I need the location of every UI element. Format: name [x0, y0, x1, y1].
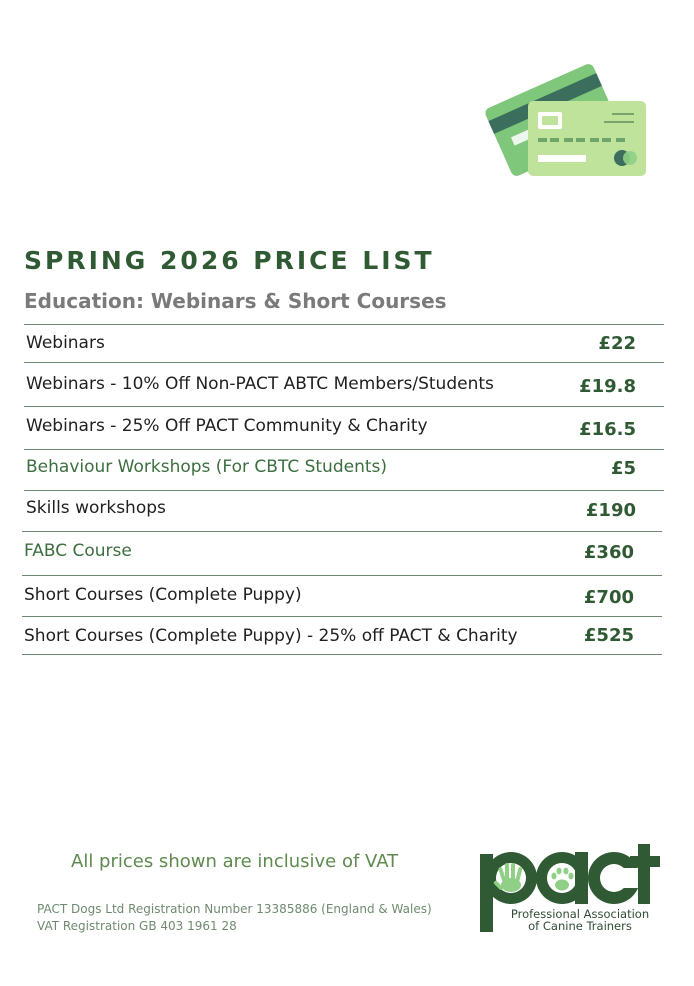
price-row	[24, 324, 664, 362]
item-price: £360	[583, 542, 634, 563]
item-label: Webinars - 25% Off PACT Community & Charity	[26, 416, 428, 436]
item-label: Short Courses (Complete Puppy) - 25% off PACT & Charity	[24, 626, 518, 646]
price-row	[22, 616, 662, 655]
section-subtitle: Education: Webinars & Short Courses	[24, 289, 447, 313]
item-price: £22	[598, 333, 636, 354]
item-label: Behaviour Workshops (For CBTC Students)	[26, 457, 388, 477]
item-label: Short Courses (Complete Puppy)	[24, 585, 302, 605]
price-row	[24, 490, 664, 531]
price-row	[22, 531, 662, 575]
logo-letter-a	[536, 852, 588, 904]
item-price: £16.5	[579, 419, 636, 440]
item-price: £700	[583, 587, 634, 608]
vat-note: All prices shown are inclusive of VAT	[71, 851, 399, 872]
logo-tagline	[500, 908, 660, 932]
item-label: Webinars	[26, 333, 105, 353]
price-row	[24, 406, 664, 449]
logo-tagline-line-2: of Canine Trainers	[528, 919, 632, 933]
price-row	[24, 362, 664, 406]
item-price: £190	[585, 500, 636, 521]
credit-cards-icon	[484, 46, 654, 186]
item-label: Webinars - 10% Off Non-PACT ABTC Members/Students	[26, 374, 494, 394]
registration-info	[37, 901, 432, 935]
vat-registration: VAT Registration GB 403 1961 28	[37, 919, 237, 933]
price-row	[22, 575, 662, 616]
item-price: £19.8	[579, 376, 636, 397]
item-label: Skills workshops	[26, 498, 166, 518]
price-row	[24, 449, 664, 490]
item-price: £5	[610, 458, 636, 479]
logo-tagline-line-1: Professional Association	[510, 907, 650, 921]
price-table	[24, 324, 664, 655]
page-title: SPRING 2026 PRICE LIST	[24, 246, 435, 275]
item-label: FABC Course	[24, 541, 132, 561]
item-price: £525	[583, 625, 634, 646]
company-registration: PACT Dogs Ltd Registration Number 13385886 (England & Wales)	[37, 902, 432, 916]
